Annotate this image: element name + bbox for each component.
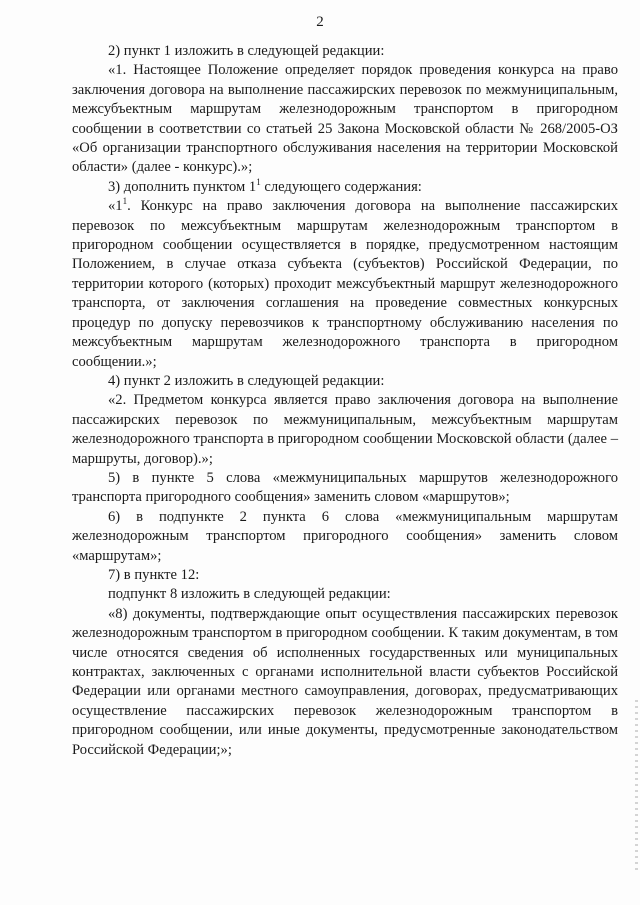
paragraph-clause-1-1-text: «$1^1$. Конкурс на право заключения договора на выполнение пассажирских перевозок по межсубъектным маршрутам железнодорожным транспортом в пригородном сообщении осуществляется в порядке, предусмотренном настоящим Положением, в случае отказа субъекта (субъектов) Российской Федерации, по территории которого (которых) проходит межсубъектный маршрут железнодорожного транспорта, от заключения соглашения на проведение совместных конкурсных процедур по допуску перевозчиков к транспортному обслуживанию населения по межсубъектным маршрутам железнодорожного транспорта в пригородном сообщении.»; bbox=[72, 196, 618, 370]
paragraph-item-3-intro: 3) дополнить пунктом $1^1$ следующего содержания: bbox=[108, 176, 422, 195]
page-number: 2 bbox=[316, 14, 324, 30]
paragraph-item-6: 6) в подпункте 2 пункта 6 слова «межмуниципальным маршрутам железнодорожным транспортом пригородного сообщения» заменить словом «маршрутам»; bbox=[72, 508, 618, 564]
paragraph-subitem-8-intro: подпункт 8 изложить в следующей редакции: bbox=[108, 586, 391, 603]
paragraph-item-2-intro: 2) пункт 1 изложить в следующей редакции: bbox=[108, 43, 385, 59]
paragraph-item-5: 5) в пункте 5 слова «межмуниципальных маршрутов железнодорожного транспорта пригородного сообщения» заменить словом «маршрутов»; bbox=[72, 469, 618, 506]
paragraph-subitem-8-text: «8) документы, подтверждающие опыт осуществления пассажирских перевозок железнодорожным транспортом в пригородном сообщении. К таким документам, в том числе относятся сведения об исполненных государственных или муниципальных контрактах, заключенных с органами исполнительной власти субъектов Российской Федерации или органами местного самоуправления, договорах, предусматривающих осуществление пассажирских перевозок железнодорожным транспортом в пригородном сообщении, или иные документы, предусмотренные законодательством Российской Федерации;»; bbox=[72, 605, 618, 758]
paragraph-clause-1-text: «1. Настоящее Положение определяет порядок проведения конкурса на право заключения договора на выполнение пассажирских перевозок по межмуниципальным, межсубъектным маршрутам железнодорожным транспортом в пригородном сообщении в соответствии со статьей 25 Закона Московской области № 268/2005-ОЗ «Об организации транспортного обслуживания населения на территории Московской области» (далее - конкурс).»; bbox=[72, 62, 618, 176]
paragraph-item-7-intro: 7) в пункте 12: bbox=[108, 566, 200, 583]
document-text bbox=[72, 42, 618, 760]
paragraph-item-4-intro: 4) пункт 2 изложить в следующей редакции: bbox=[108, 372, 385, 389]
scan-edge-marks bbox=[635, 700, 638, 870]
paragraph-clause-2-text: «2. Предметом конкурса является право заключения договора на выполнение пассажирских перевозок по межмуниципальным, межсубъектным маршрутам железнодорожного транспорта в пригородном сообщении Московской области (далее – маршруты, договор).»; bbox=[72, 392, 618, 467]
